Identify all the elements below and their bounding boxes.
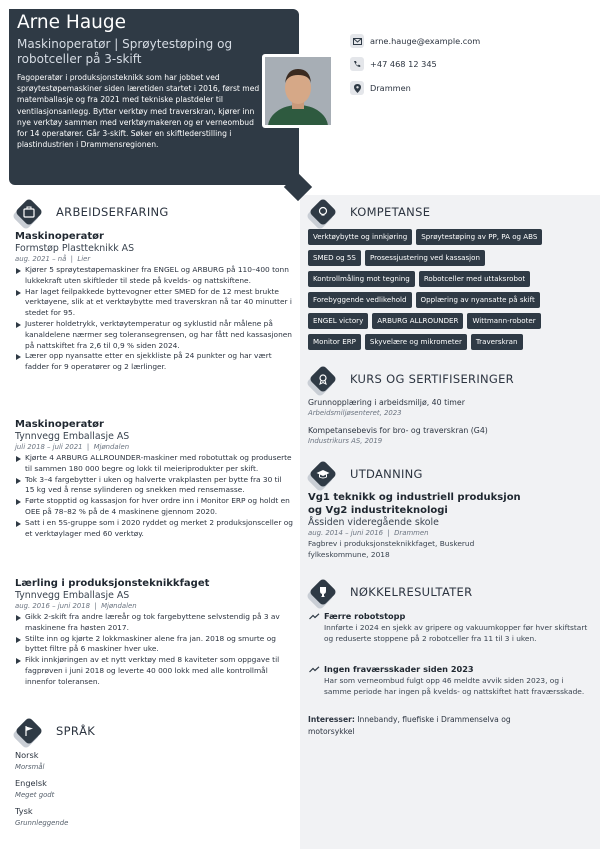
skill-chip: SMED og 5S	[308, 250, 361, 266]
skills-heading	[308, 197, 430, 227]
results-heading	[308, 577, 472, 607]
bullet: Gikk 2-skift fra andre læreår og tok fargebyttene selvstendig på 3 av maskinene fra høsten 2017.	[15, 612, 293, 634]
bullet: Satt i en 5S-gruppe som i 2020 ryddet og merket 2 produksjonsceller og et verktøylager med 60 verktøy.	[15, 518, 293, 540]
job-entry	[15, 231, 293, 373]
job-company: Formstøp Plastteknikk AS	[15, 243, 135, 254]
email-text: arne.hauge@example.com	[370, 36, 481, 46]
result-desc: Innførte i 2024 en sjekk av gripere og vakuumkopper før hver skiftstart og reduserte stoppene på 2 robotceller fra 11 til 3 i uken.	[324, 623, 588, 643]
job-title: Lærling i produksjonsteknikkfaget	[15, 578, 210, 589]
job-title: Maskinoperatør	[15, 419, 104, 430]
language-item: Norsk Morsmål	[15, 750, 45, 771]
result-item	[308, 664, 593, 697]
job-company: Tynnvegg Emballasje AS	[15, 590, 130, 601]
trophy-icon	[308, 577, 338, 607]
education-note: Fagbrev i produksjonsteknikkfaget, Buskerud fylkeskommune, 2018	[308, 539, 475, 559]
candidate-title: Maskinoperatør | Sprøytestøping og robotceller på 3-skift	[17, 37, 233, 66]
summary-text: Fagoperatør i produksjonsteknikk som har jobbet ved sprøytestøpemaskiner siden læretiden startet i 2016, først med matemballasje og fra 2021 med tekniske plastdeler til ventilasjonsanlegg. Bytter verktøy med traverskran, kjører inn nye verktøy sammen med verktøymakeren og er verneombud for 14 operatører. Går 3-skift. Søker en skiftlederstilling i plastindustrien i Drammensregionen.	[17, 73, 260, 150]
job-bullets	[15, 612, 293, 688]
languages-heading	[14, 716, 95, 746]
interests-label: Interesser:	[308, 715, 355, 724]
school: Åssiden videregående skole	[308, 517, 439, 528]
skill-chip: Opplæring av nyansatte på skift	[416, 292, 540, 308]
job-bullets	[15, 265, 293, 373]
skill-chip: Robotceller med uttaksrobot	[419, 271, 530, 287]
profile-photo	[262, 54, 334, 128]
course-item: Grunnopplæring i arbeidsmiljø, 40 timer Arbeidsmiljøsenteret, 2023	[308, 398, 465, 417]
bullet: Førte stopptid og kassasjon for hver ordre inn i Monitor ERP og holdt en OEE på 78–82 % på de 4 maskinene gjennom 2020.	[15, 496, 293, 518]
trend-up-icon	[309, 666, 320, 673]
phone-text: +47 468 12 345	[370, 59, 437, 69]
interests	[308, 714, 518, 738]
degree: Vg1 teknikk og industriell produksjon og Vg2 industriteknologi	[308, 492, 521, 516]
job-entry	[15, 578, 293, 688]
mail-icon	[350, 34, 364, 48]
skill-chip: Monitor ERP	[308, 334, 361, 350]
lightbulb-icon	[308, 197, 338, 227]
bullet: Tok 3–4 fargebytter i uken og halverte vrakplasten per bytte fra 30 til 15 kg ved å rense sylinderen og snekken med rensemasse.	[15, 475, 293, 497]
bullet: Stilte inn og kjørte 2 lokkmaskiner alene fra jan. 2018 og smurte og byttet filtre på 6 maskiner hver uke.	[15, 634, 293, 656]
location-pin-icon	[350, 81, 364, 95]
language-item: Engelsk Meget godt	[15, 778, 55, 799]
job-entry	[15, 419, 293, 539]
phone-icon	[350, 57, 364, 71]
skill-chip: ARBURG ALLROUNDER	[372, 313, 463, 329]
contact-phone[interactable]	[350, 57, 437, 71]
skill-chip: Kontrollmåling mot tegning	[308, 271, 415, 287]
job-title: Maskinoperatør	[15, 231, 104, 242]
flag-icon	[14, 716, 44, 746]
section-title: KOMPETANSE	[350, 205, 431, 219]
skill-chip: ENGEL victory	[308, 313, 368, 329]
result-title: Færre robotstopp	[308, 611, 593, 622]
skill-chip: Verktøybytte og innkjøring	[308, 229, 412, 245]
bullet: Har laget feilpakkede byttevogner etter SMED for de 12 mest brukte verktøyene, slik at et verktøybytte med traverskran nå tar 40 minutter i stedet for 95.	[15, 287, 293, 319]
section-title: SPRÅK	[56, 724, 96, 738]
section-title: KURS OG SERTIFISERINGER	[350, 372, 514, 386]
bullet: Fikk innkjøringen av et nytt verktøy med 8 kaviteter som oppgave til fagprøven i juni 2018 og leverte 40 000 lokk med alle kontrollmål innenfor toleransen.	[15, 655, 293, 687]
certificate-icon	[308, 364, 338, 394]
skill-chip: Skyvelære og mikrometer	[365, 334, 467, 350]
graduation-cap-icon	[308, 459, 338, 489]
bullet: Kjører 5 sprøytestøpemaskiner fra ENGEL og ARBURG på 110–400 tonn lukkekraft uten skiftleder til stede på kvelds- og nattskiftene.	[15, 265, 293, 287]
header-panel	[9, 9, 299, 185]
interests-text: Innebandy, fluefiske i Drammenselva og motorsykkel	[308, 715, 511, 736]
skills-list	[308, 229, 590, 350]
job-bullets	[15, 453, 293, 539]
candidate-name: Arne Hauge	[17, 12, 127, 33]
skill-chip: Traverskran	[471, 334, 523, 350]
courses-heading	[308, 364, 514, 394]
job-meta: juli 2018 – juli 2021 | Mjøndalen	[15, 443, 130, 451]
location-text: Drammen	[370, 83, 411, 93]
job-meta: aug. 2021 – nå | Lier	[15, 255, 91, 263]
course-item: Kompetansebevis for bro- og traverskran (G4) Industrikurs AS, 2019	[308, 426, 488, 445]
contact-email[interactable]	[350, 34, 480, 48]
bullet: Kjørte 4 ARBURG ALLROUNDER-maskiner med robotuttak og produserte til sammen 180 000 begre og lokk til meieriprodukter per skift.	[15, 453, 293, 475]
language-item: Tysk Grunnleggende	[15, 806, 69, 827]
skill-chip: Forebyggende vedlikehold	[308, 292, 412, 308]
skill-chip: Prosessjustering ved kassasjon	[365, 250, 485, 266]
education-heading	[308, 459, 423, 489]
section-title: ARBEIDSERFARING	[56, 205, 169, 219]
bullet: Lærer opp nyansatte etter en sjekkliste på 24 punkter og har vært fadder for 9 operatører og 2 lærlinger.	[15, 351, 293, 373]
result-desc: Har som verneombud fulgt opp 46 meldte avvik siden 2023, og i samme periode har ingen på kvelds- og nattskiftet hatt fraværsskade.	[324, 676, 585, 696]
job-meta: aug. 2016 – juni 2018 | Mjøndalen	[15, 602, 137, 610]
section-title: NØKKELRESULTATER	[350, 585, 473, 599]
bullet: Justerer holdetrykk, verktøytemperatur og syklustid når målene på kanaldelene nærmer seg toleransegrensen, og har fått ned kassasjonen på nattskiftet fra 2,6 til 0,9 % siden 2024.	[15, 319, 293, 351]
trend-up-icon	[309, 613, 320, 620]
experience-heading	[14, 197, 169, 227]
skill-chip: Wittmann-roboter	[467, 313, 540, 329]
result-title: Ingen fraværsskader siden 2023	[308, 664, 593, 675]
result-item	[308, 611, 593, 644]
section-title: UTDANNING	[350, 467, 423, 481]
education-entry	[308, 491, 523, 560]
briefcase-icon	[14, 197, 44, 227]
skill-chip: Sprøytestøping av PP, PA og ABS	[416, 229, 542, 245]
education-meta: aug. 2014 – juni 2016 | Drammen	[308, 529, 429, 537]
contact-location	[350, 81, 411, 95]
job-company: Tynnvegg Emballasje AS	[15, 431, 130, 442]
